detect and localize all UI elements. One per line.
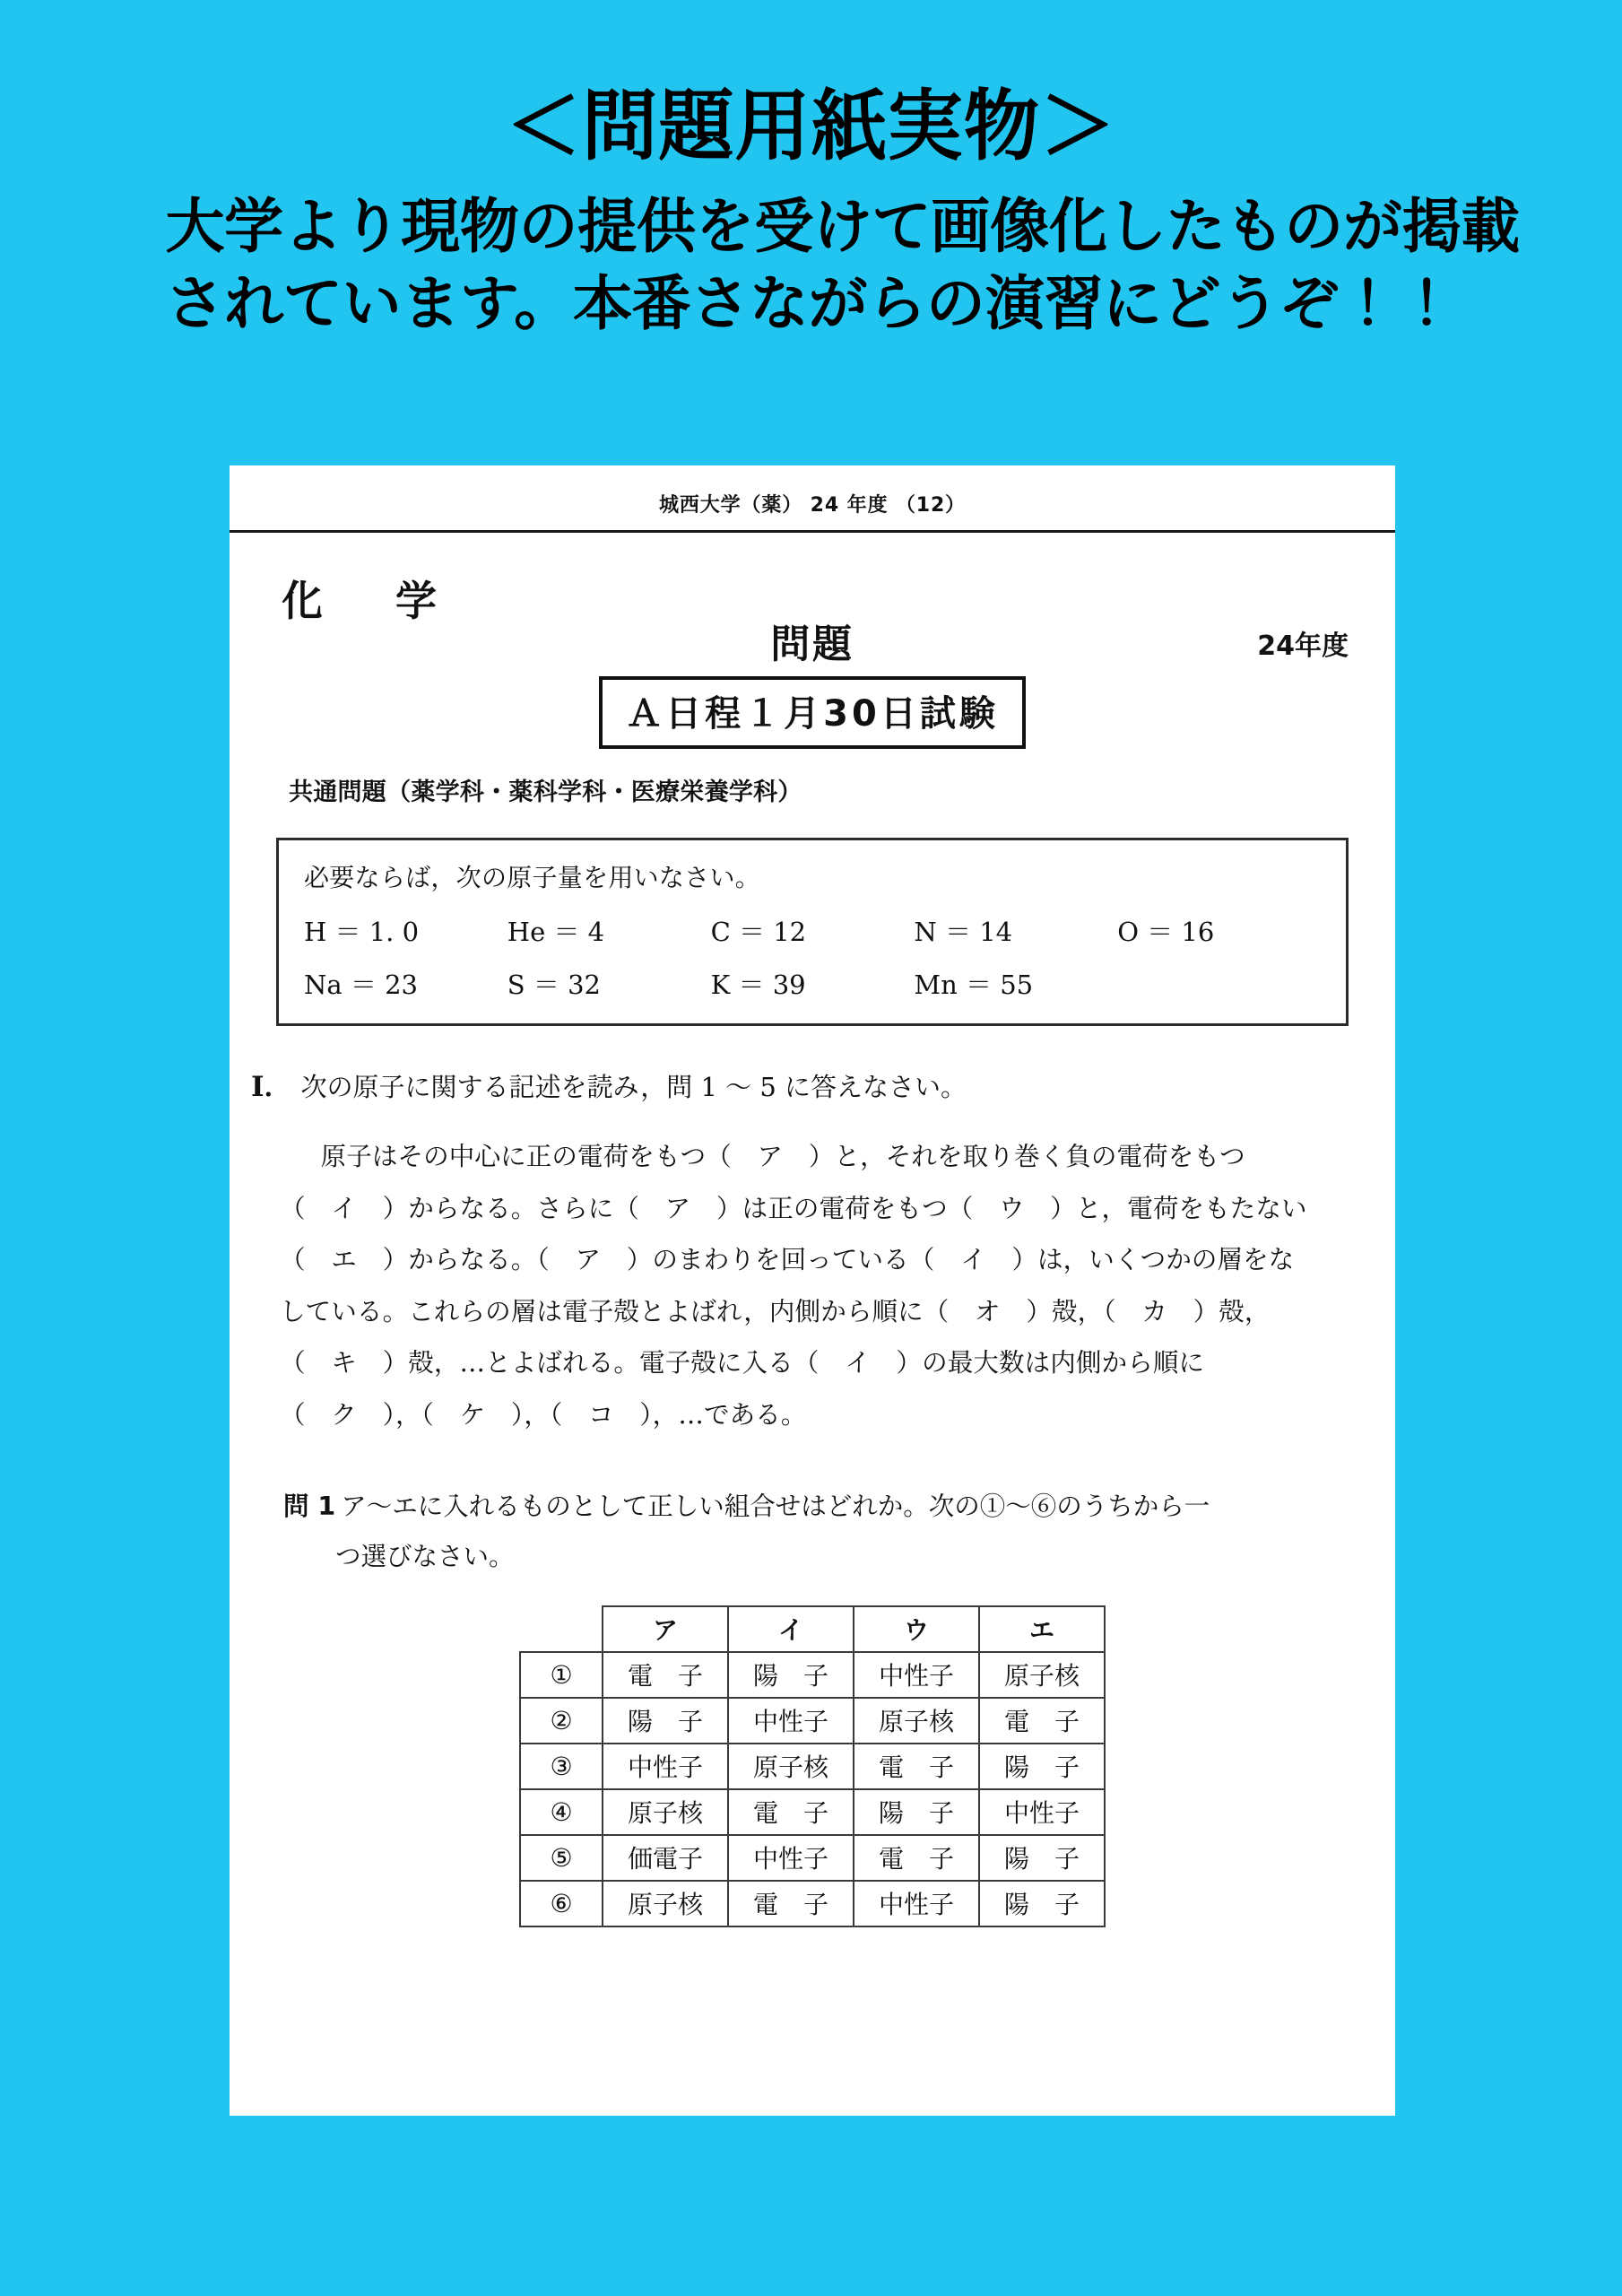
atomic-weight-item: N ＝ 14 [914,917,1013,947]
option-cell: 中性子 [603,1744,728,1789]
passage-line: （ エ ）からなる。（ ア ）のまわりを回っている（ イ ）は，いくつかの層をな [280,1245,1295,1275]
option-cell: 原子核 [854,1698,979,1744]
atomic-weight-item [1117,965,1321,1002]
atomic-weight-item: Mn ＝ 55 [914,970,1034,1000]
table-corner-cell [520,1606,603,1652]
option-cell: 電 子 [603,1652,728,1698]
option-index: ④ [520,1789,603,1835]
promo-description-line-2: されています。本番さながらの演習にどうぞ！！ [165,269,1456,339]
section-heading [251,1064,1395,1104]
option-cell: 中性子 [979,1789,1105,1835]
paper-word: 問題 [770,622,854,667]
atomic-weights-row-2 [304,965,1321,1002]
column-header-i: イ [728,1606,854,1652]
department-line: 共通問題（薬学科・薬科学科・医療栄養学科） [289,778,802,806]
option-cell: 陽 子 [854,1789,979,1835]
table-row[interactable] [520,1698,1105,1744]
table-row[interactable] [520,1789,1105,1835]
promo-title: ＜問題用紙実物＞ [505,82,1116,171]
promo-description-line-1: 大学より現物の提供を受けて画像化したものが掲載 [165,192,1520,262]
option-cell: 陽 子 [979,1881,1105,1926]
option-cell: 原子核 [603,1789,728,1835]
question-1-label: 問 1 [283,1492,336,1522]
passage-line: （ ク ），（ ケ ），（ コ ），…である。 [280,1399,807,1430]
option-cell: 陽 子 [728,1652,854,1698]
option-cell: 原子核 [603,1881,728,1926]
section-heading-text: 次の原子に関する記述を読み，問 1 〜 5 に答えなさい。 [300,1072,967,1102]
option-cell: 中性子 [728,1835,854,1881]
running-head: 城西大学（薬） 24 年度 （12） [658,494,967,517]
option-cell: 電 子 [854,1744,979,1789]
table-row[interactable] [520,1744,1105,1789]
option-cell: 電 子 [728,1881,854,1926]
exam-paper-sheet [230,465,1395,2116]
option-cell: 電 子 [854,1835,979,1881]
option-cell: 中性子 [854,1652,979,1698]
option-cell: 電 子 [728,1789,854,1835]
exam-date-box-wrap [230,676,1395,749]
option-cell: 中性子 [854,1881,979,1926]
atomic-weight-item: Na ＝ 23 [304,970,419,1000]
atomic-weight-item: C ＝ 12 [710,917,807,947]
table-row[interactable] [520,1881,1105,1926]
section-numeral: Ⅰ． [251,1071,292,1103]
question-1-options-table-wrap [230,1605,1395,1927]
atomic-weight-item: K ＝ 39 [710,970,806,1000]
atomic-weight-item: He ＝ 4 [507,917,605,947]
column-header-a: ア [603,1606,728,1652]
table-body [520,1652,1105,1926]
option-cell: 原子核 [728,1744,854,1789]
option-cell: 中性子 [728,1698,854,1744]
question-1-line-1 [283,1482,1395,1532]
exam-date-box: Ａ日程１月30日試験 [599,676,1026,749]
header-divider [230,530,1395,533]
promo-banner [0,0,1622,343]
atomic-weight-item: H ＝ 1. 0 [304,917,420,947]
option-cell: 原子核 [979,1652,1105,1698]
option-cell: 価電子 [603,1835,728,1881]
atomic-weight-item: O ＝ 16 [1117,917,1215,947]
exam-paper-content [230,465,1395,2116]
question-1-options-table [519,1605,1106,1927]
passage-line-text: 原子はその中心に正の電荷をもつ（ ア ）と，それを取り巻く負の電荷をもつ [320,1142,1245,1171]
atomic-weight-item: S ＝ 32 [507,970,602,1000]
question-1 [283,1482,1395,1581]
passage-line: （ キ ）殻，…とよばれる。電子殻に入る（ イ ）の最大数は内側から順に [280,1348,1205,1378]
question-1-text: ア〜エに入れるものとして正しい組合せはどれか。次の①〜⑥のうちから一 [341,1492,1210,1522]
subject-title: 化 学 [282,577,453,625]
passage-line: （ イ ）からなる。さらに（ ア ）は正の電荷をもつ（ ウ ）と，電荷をもたない [280,1193,1307,1223]
option-index: ③ [520,1744,603,1789]
table-row[interactable] [520,1835,1105,1881]
option-index: ① [520,1652,603,1698]
question-1-line-2: つ選びなさい。 [335,1541,515,1571]
option-cell: 電 子 [979,1698,1105,1744]
option-cell: 陽 子 [979,1835,1105,1881]
title-row [230,556,1395,667]
option-cell: 陽 子 [603,1698,728,1744]
option-cell: 陽 子 [979,1744,1105,1789]
promo-description [112,188,1520,343]
option-index: ⑥ [520,1881,603,1926]
passage-line [280,1131,1345,1183]
column-header-e: エ [979,1606,1105,1652]
atomic-weights-box [276,838,1349,1026]
table-row[interactable] [520,1652,1105,1698]
column-header-u: ウ [854,1606,979,1652]
passage-text [280,1131,1345,1440]
academic-year: 24年度 [1257,631,1349,662]
option-index: ⑤ [520,1835,603,1881]
atomic-weights-note: 必要ならば，次の原子量を用いなさい。 [304,863,761,892]
atomic-weights-row-1 [304,912,1321,949]
table-header-row [520,1606,1105,1652]
option-index: ② [520,1698,603,1744]
passage-line: している。これらの層は電子殻とよばれ，内側から順に（ オ ）殻，（ カ ）殻， [280,1296,1271,1326]
